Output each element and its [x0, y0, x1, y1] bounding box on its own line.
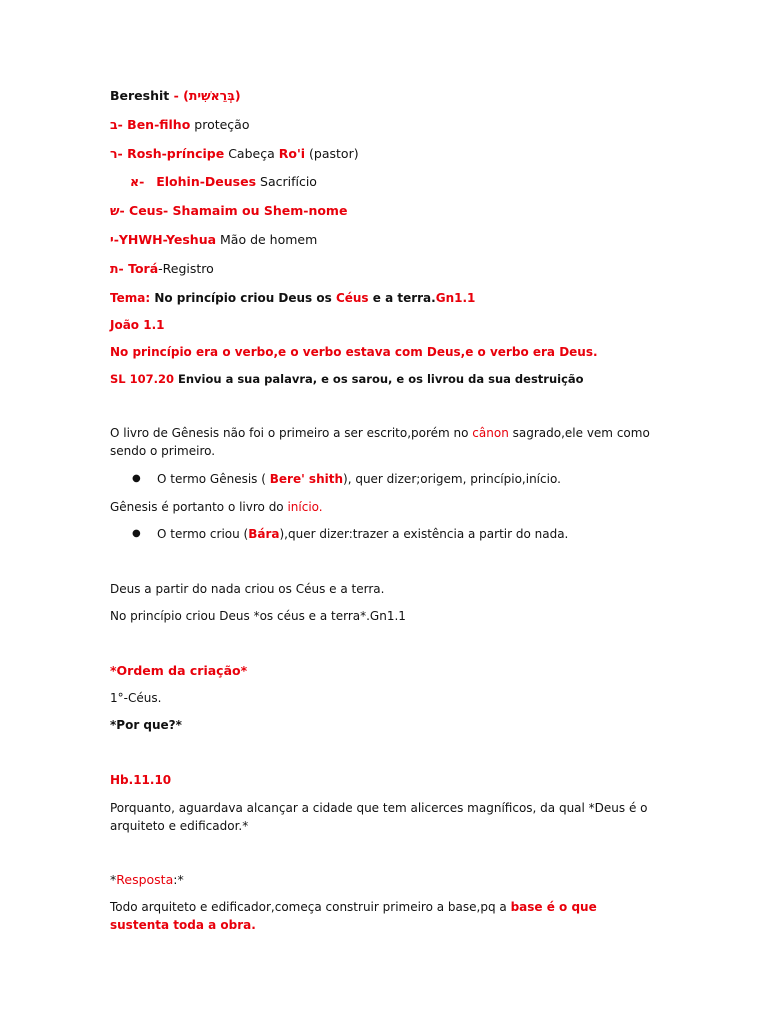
bullet-text: O termo criou ( — [157, 527, 249, 541]
paragraph-deus: Deus a partir do nada criou os Céus e a terra. — [110, 582, 385, 596]
hb-ref: Hb.11.10 — [110, 773, 172, 787]
letter-extra: Ro'i — [278, 146, 306, 161]
letter-dash: - — [139, 174, 145, 189]
letter-glyph: ש — [110, 203, 120, 218]
letter-glyph: א — [130, 174, 140, 189]
paragraph-text: Gênesis é portanto o livro do — [110, 500, 288, 514]
sl-ref: SL 107.20 — [110, 372, 174, 386]
letter-aleph-line — [130, 173, 668, 191]
letter-name: Elohin-Deuses — [156, 174, 257, 189]
resposta-label: Resposta — [116, 872, 174, 887]
sl-line — [110, 370, 668, 388]
bullet-term: Bere' shith — [269, 472, 344, 486]
bullet-text-2: ), quer dizer;origem, princípio,início. — [343, 472, 561, 486]
letter-glyph: ב — [110, 117, 118, 132]
letter-bet-line — [110, 116, 668, 134]
bullet-term: Bára — [248, 527, 280, 541]
bullet-text: O termo Gênesis ( — [157, 472, 270, 486]
inicio-word: início. — [287, 500, 323, 514]
canon-word: cânon — [472, 426, 509, 440]
letter-name: - Rosh-príncipe — [117, 146, 225, 161]
letter-name: - Torá — [118, 261, 159, 276]
final-text: Todo arquiteto e edificador,começa construir primeiro a base,pq a — [110, 900, 511, 914]
title-line — [110, 87, 668, 105]
letter-resh-line — [110, 145, 668, 163]
first-item: 1°-Céus. — [110, 691, 162, 705]
tema-ref: Gn1.1 — [435, 291, 476, 305]
paragraph-genesis — [110, 424, 650, 460]
bullet-genesis — [157, 470, 668, 488]
title-word: Bereshit — [110, 88, 170, 103]
tema-text-2: e a terra. — [368, 291, 436, 305]
bullet-dot: ● — [132, 473, 141, 484]
resposta-line — [110, 871, 668, 889]
letter-yod-line — [110, 231, 668, 249]
joao-text: No princípio era o verbo,e o verbo estava com Deus,e o verbo era Deus. — [110, 345, 598, 359]
resposta-star-2: :* — [173, 872, 184, 887]
letter-meaning: proteção — [190, 117, 250, 132]
letter-meaning: Mão de homem — [216, 232, 318, 247]
paragraph-inicio — [110, 498, 668, 516]
letter-name: - Ceus- Shamaim ou Shem-nome — [119, 203, 348, 218]
tema-label: Tema: — [110, 291, 151, 305]
letter-meaning: -Registro — [158, 261, 214, 276]
letter-name: - Ben-filho — [117, 117, 191, 132]
tema-line — [110, 289, 668, 307]
title-hebrew: (בְּרֵאשִׁית) — [183, 88, 241, 103]
bullet-text-2: ),quer dizer:trazer a existência a partir do nada. — [279, 527, 569, 541]
letter-glyph: ת — [110, 261, 119, 276]
por-que-line: *Por que?* — [110, 718, 182, 732]
hb-text: Porquanto, aguardava alcançar a cidade que tem alicerces magníficos, da qual *Deus é o arquiteto e edificador.* — [110, 801, 648, 833]
bullet-dot: ● — [132, 528, 141, 539]
letter-glyph: ר — [110, 146, 118, 161]
letter-meaning: Cabeça — [224, 146, 279, 161]
title-dash: - — [169, 88, 184, 103]
resposta-star: * — [110, 872, 117, 887]
paragraph-principio: No princípio criou Deus *os céus e a terra*.Gn1.1 — [110, 609, 406, 623]
sl-text: Enviou a sua palavra, e os sarou, e os livrou da sua destruição — [174, 372, 584, 386]
ordem-heading: *Ordem da criação* — [110, 663, 248, 678]
letter-name: -YHWH-Yeshua — [113, 232, 217, 247]
paragraph-text-2: sagrado,ele vem como sendo o primeiro. — [110, 426, 650, 458]
letter-tav-line — [110, 260, 668, 278]
base-phrase: base é o que sustenta toda a obra. — [110, 900, 597, 932]
joao-ref: João 1.1 — [110, 318, 165, 332]
paragraph-text: O livro de Gênesis não foi o primeiro a ser escrito,porém no — [110, 426, 473, 440]
tema-ceus: Céus — [335, 291, 369, 305]
letter-meaning-2: (pastor) — [305, 146, 359, 161]
tema-text: No princípio criou Deus os — [150, 291, 336, 305]
letter-meaning: Sacrifício — [256, 174, 317, 189]
bullet-criou — [157, 525, 668, 543]
letter-glyph: י — [110, 232, 114, 247]
final-paragraph — [110, 898, 656, 934]
letter-shin-line — [110, 202, 668, 220]
